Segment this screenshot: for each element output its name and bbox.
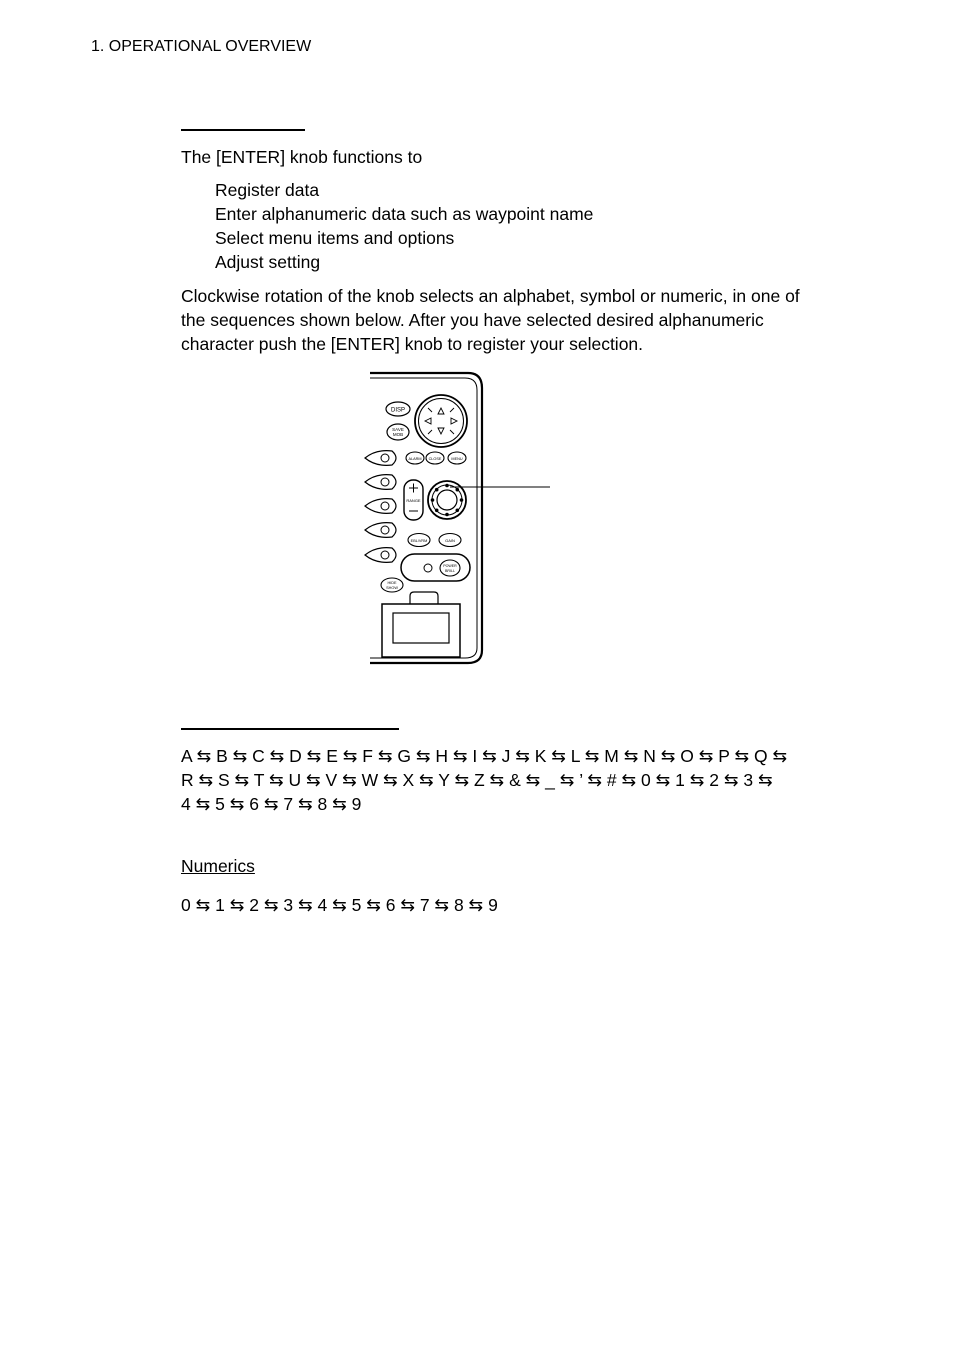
alphanumeric-sequence-line: R ⇆ S ⇆ T ⇆ U ⇆ V ⇆ W ⇆ X ⇆ Y ⇆ Z ⇆ & ⇆ _ ⇆ ’ ⇆ # ⇆ 0 ⇆ 1 ⇆ 2 ⇆ 3 ⇆ (181, 770, 773, 790)
arrow-up-icon (438, 408, 444, 414)
brill-label: BRILL (445, 569, 455, 573)
menu-label: MENU (451, 457, 463, 461)
gain-label: GAIN (445, 538, 455, 543)
soft-key-1-indicator-icon (381, 454, 389, 462)
function-item: Select menu items and options (215, 228, 455, 248)
card-slot[interactable] (382, 592, 460, 657)
alphanumeric-sequence-line: A ⇆ B ⇆ C ⇆ D ⇆ E ⇆ F ⇆ G ⇆ H ⇆ I ⇆ J ⇆ K ⇆ L ⇆ M ⇆ N ⇆ O ⇆ P ⇆ Q ⇆ (181, 746, 788, 766)
section-heading-rule (181, 728, 399, 730)
section-heading-rule (181, 129, 305, 131)
intro-lead: The [ENTER] knob functions to (181, 147, 423, 167)
panel-housing (370, 373, 482, 663)
alarm-button[interactable] (406, 452, 424, 464)
save-mob-button[interactable] (387, 424, 409, 440)
hide-show-button[interactable] (381, 578, 403, 592)
paragraph-line: character push the [ENTER] knob to register your selection. (181, 334, 644, 354)
range-rocker[interactable] (404, 480, 423, 520)
menu-button[interactable] (448, 452, 466, 464)
control-panel-illustration (340, 368, 560, 668)
function-item: Register data (215, 180, 320, 200)
power-brill-button[interactable] (401, 554, 470, 581)
show-label: SHOW (386, 586, 398, 590)
disp-label: DISP (390, 407, 406, 414)
alarm-label: ALARM (408, 457, 422, 461)
paragraph-line: Clockwise rotation of the knob selects an alphabet, symbol or numeric, in one of (181, 286, 800, 306)
panel-housing-inner (370, 378, 477, 658)
disp-button[interactable] (386, 402, 410, 416)
soft-key-5-indicator-icon (381, 551, 389, 559)
arrow-right-icon (451, 418, 457, 424)
numerics-heading: Numerics (181, 856, 255, 876)
arrow-down-icon (438, 428, 444, 434)
power-indicator-icon (424, 564, 432, 572)
close-label: CLOSE (428, 457, 442, 461)
alphanumeric-sequence-line: 4 ⇆ 5 ⇆ 6 ⇆ 7 ⇆ 8 ⇆ 9 (181, 794, 362, 814)
cursor-pad[interactable] (415, 395, 467, 447)
ebl-vrm-label: EBL/VRM (410, 539, 428, 543)
mob-label: MOB (392, 432, 404, 437)
numerics-sequence-line: 0 ⇆ 1 ⇆ 2 ⇆ 3 ⇆ 4 ⇆ 5 ⇆ 6 ⇆ 7 ⇆ 8 ⇆ 9 (181, 895, 498, 915)
paragraph-line: the sequences shown below. After you have selected desired alphanumeric (181, 310, 764, 330)
function-item: Enter alphanumeric data such as waypoint name (215, 204, 594, 224)
function-item: Adjust setting (215, 252, 321, 272)
ebl-vrm-button[interactable] (408, 534, 430, 547)
save-label: SAVE (392, 427, 404, 432)
chapter-header: 1. OPERATIONAL OVERVIEW (91, 38, 312, 55)
hide-label: HIDE (387, 581, 397, 585)
power-label: POWER (443, 564, 457, 568)
soft-key-3-indicator-icon (381, 502, 389, 510)
arrow-left-icon (425, 418, 431, 424)
range-label: RANGE (406, 498, 421, 503)
gain-button[interactable] (439, 534, 461, 547)
soft-key-4-indicator-icon (381, 526, 389, 534)
soft-key-2-indicator-icon (381, 478, 389, 486)
close-button[interactable] (426, 452, 444, 464)
